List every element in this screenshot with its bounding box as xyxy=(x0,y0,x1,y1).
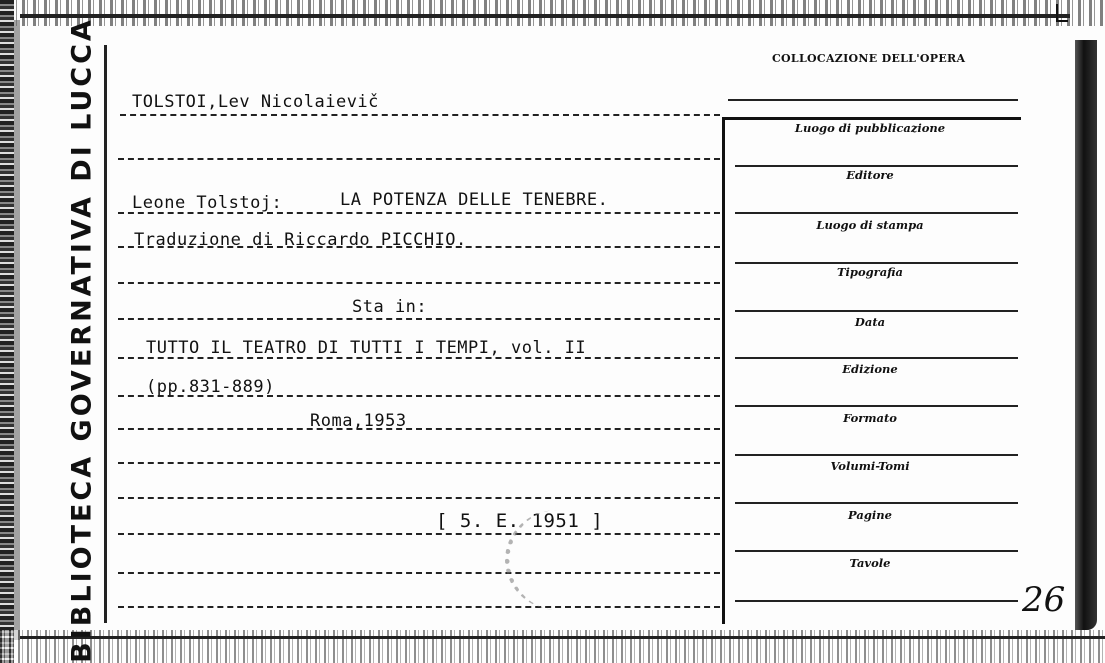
field-editore: Editore xyxy=(846,168,894,182)
work-title: LA POTENZA DELLE TENEBRE. xyxy=(340,190,609,210)
field-pagine: Pagine xyxy=(848,508,892,522)
field-line xyxy=(735,262,1018,264)
collocation-header: COLLOCAZIONE DELL'OPERA xyxy=(772,52,966,65)
ruled-line xyxy=(118,533,720,535)
handwritten-number: 26 xyxy=(1022,580,1066,620)
scan-edge-left-shadow xyxy=(14,20,20,640)
field-line xyxy=(735,212,1018,214)
field-formato: Formato xyxy=(843,411,897,425)
field-line xyxy=(735,502,1018,504)
ruled-line xyxy=(120,114,720,116)
author-heading: TOLSTOI,Lev Nicolaievič xyxy=(132,92,379,112)
scan-edge-bottom xyxy=(0,630,1105,663)
contained-in-label: Sta in: xyxy=(352,297,428,317)
ruled-line xyxy=(118,318,720,320)
scan-edge-left xyxy=(0,0,14,663)
ruled-line xyxy=(118,462,720,464)
field-line xyxy=(735,310,1018,312)
ruled-line xyxy=(118,282,720,284)
ruled-line xyxy=(118,428,720,430)
field-line xyxy=(735,357,1018,359)
field-tipografia: Tipografia xyxy=(836,265,903,279)
field-line xyxy=(735,165,1018,167)
field-luogo-pubblicazione: Luogo di pubblicazione xyxy=(794,121,946,135)
scan-edge-bottom-line xyxy=(20,636,1105,639)
field-luogo-stampa: Luogo di stampa xyxy=(816,218,924,232)
scan-edge-top xyxy=(0,0,1105,26)
shelfmark: [ 5. E. 1951 ] xyxy=(436,510,604,532)
title-author: Leone Tolstoj: xyxy=(132,193,283,213)
field-line xyxy=(735,600,1018,602)
translation-note: Traduzione di Riccardo PICCHIO. xyxy=(134,230,467,250)
ruled-line xyxy=(118,572,720,574)
scan-edge-top-line xyxy=(20,14,1070,18)
field-line xyxy=(735,550,1018,552)
scan-edge-right xyxy=(1075,40,1097,630)
margin-rule xyxy=(104,45,107,623)
field-edizione: Edizione xyxy=(842,362,898,376)
scan-corner-mark xyxy=(1056,4,1068,22)
ruled-line xyxy=(118,158,720,160)
page-range: (pp.831-889) xyxy=(146,377,275,397)
library-name: BIBLIOTECA GOVERNATIVA DI LUCCA xyxy=(66,17,98,663)
collocation-top-line xyxy=(728,99,1018,101)
collection-title: TUTTO IL TEATRO DI TUTTI I TEMPI, vol. II xyxy=(146,338,587,358)
ruled-line xyxy=(118,606,720,608)
field-data: Data xyxy=(854,315,886,329)
faded-stamp xyxy=(505,510,610,610)
field-line xyxy=(735,405,1018,407)
ruled-line xyxy=(118,497,720,499)
field-volumi-tomi: Volumi-Tomi xyxy=(830,459,910,473)
field-tavole: Tavole xyxy=(849,556,891,570)
field-line xyxy=(735,454,1018,456)
place-year: Roma,1953 xyxy=(310,411,407,431)
